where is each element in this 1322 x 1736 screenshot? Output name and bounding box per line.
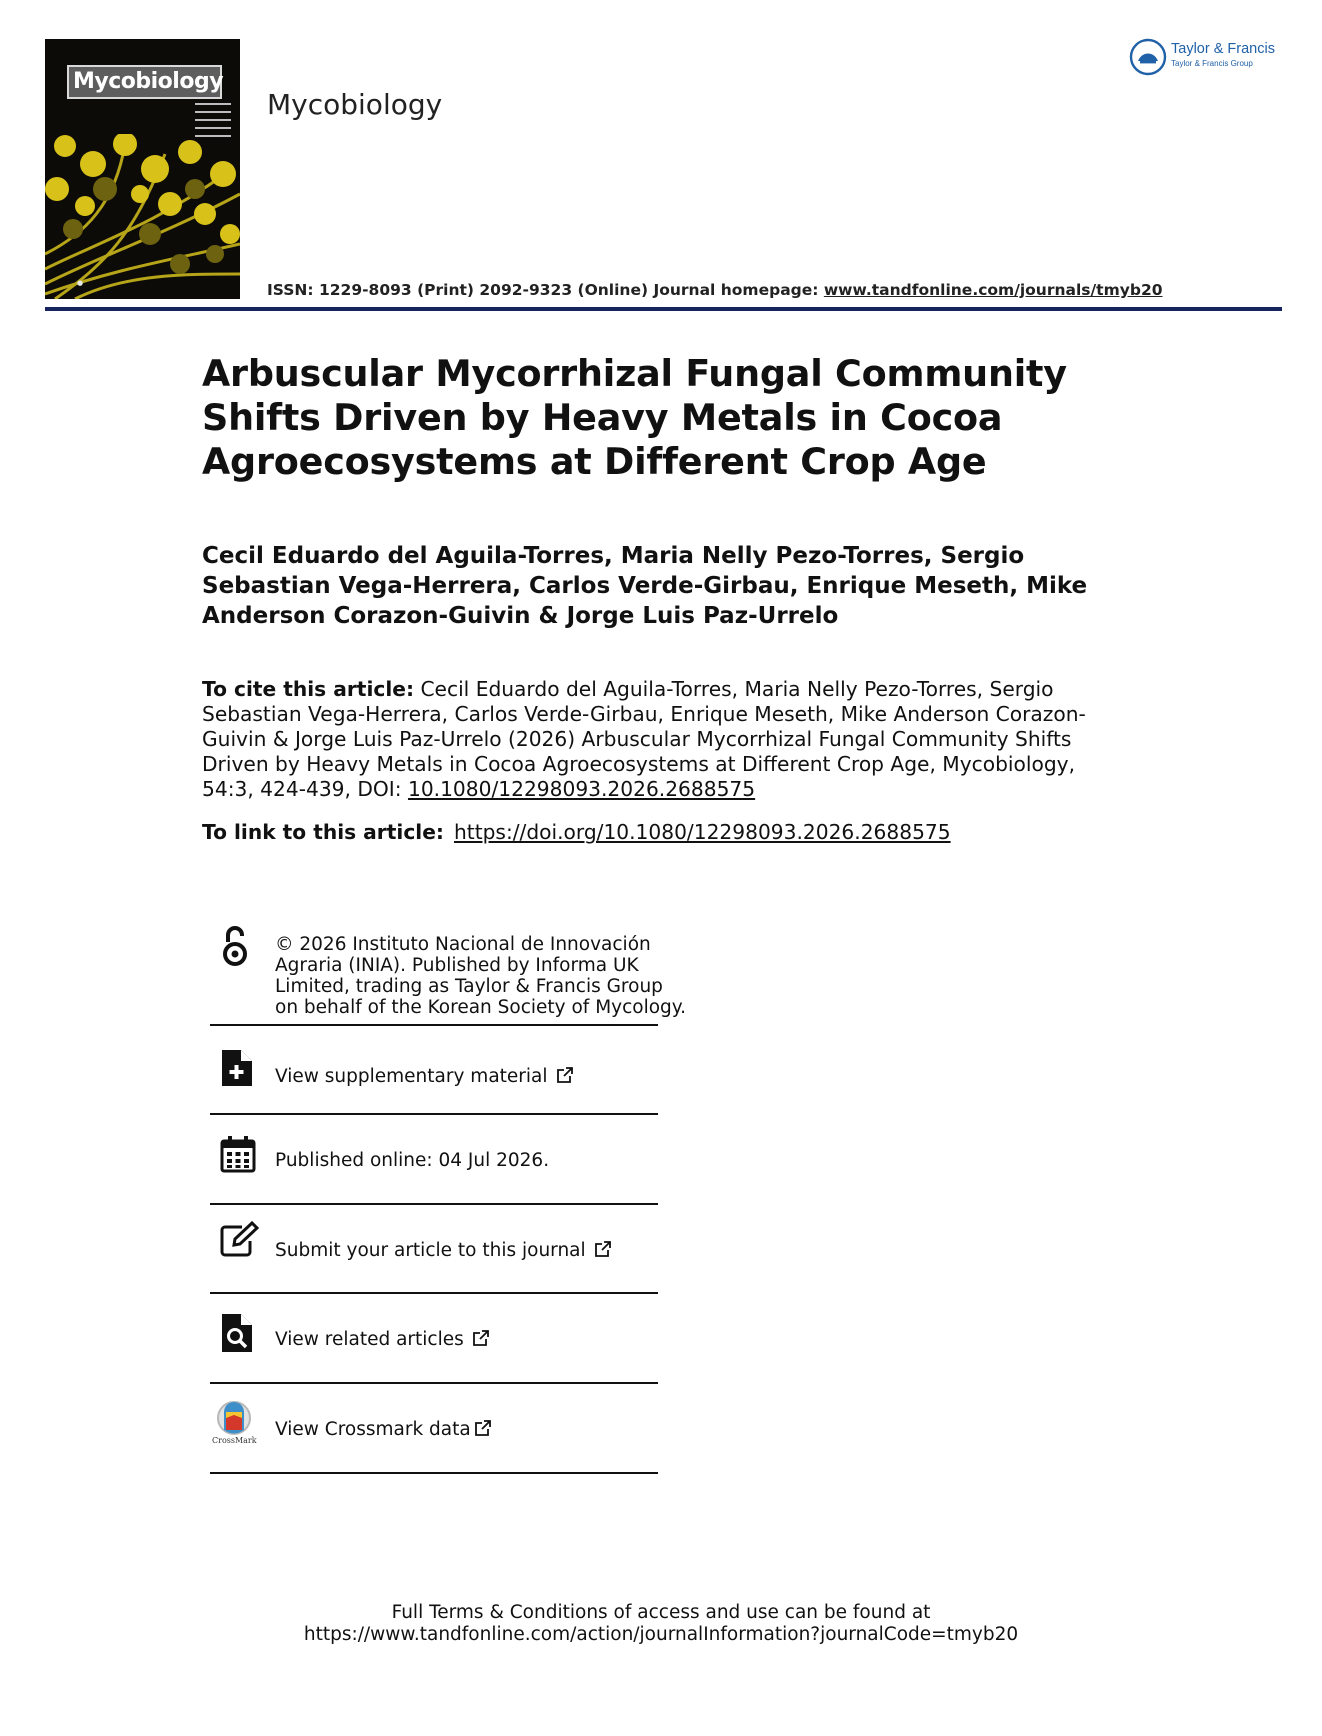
terms-footer: [0, 1602, 1322, 1646]
external-link-icon: [472, 1329, 490, 1347]
supplementary-row[interactable]: [210, 1026, 658, 1115]
article-link-line: [202, 820, 1122, 845]
file-plus-icon: [220, 1048, 254, 1088]
crossmark-link[interactable]: [275, 1419, 492, 1440]
published-date: Published online: 04 Jul 2026.: [275, 1150, 550, 1171]
article-title: Arbuscular Mycorrhizal Fungal Community Shifts Driven by Heavy Metals in Cocoa Agroecosystems at Different Crop Age: [202, 352, 1067, 483]
external-link-icon: [556, 1066, 574, 1084]
supplementary-link[interactable]: [275, 1066, 574, 1087]
external-link-icon: [474, 1419, 492, 1437]
citation-doi-link[interactable]: 10.1080/12298093.2026.2688575: [407, 777, 756, 801]
license-line: Limited, trading as Taylor & Francis Group: [275, 976, 663, 997]
issn-text: ISSN: 1229-8093 (Print) 2092-9323 (Online) Journal homepage:: [267, 281, 824, 299]
article-info-list: [210, 914, 686, 1474]
cover-publisher-mark: ●: [77, 279, 84, 287]
citation-label: To cite this article:: [202, 677, 415, 701]
edit-icon: [220, 1221, 260, 1257]
related-articles-link[interactable]: [275, 1329, 490, 1350]
related-label: View related articles: [275, 1329, 464, 1350]
crossmark-row[interactable]: [210, 1384, 658, 1474]
article-authors: Cecil Eduardo del Aguila-Torres, Maria Nelly Pezo-Torres, Sergio Sebastian Vega-Herrera, Carlos Verde-Girbau, Enrique Meseth, Mike Anderson Corazon-Guivin & Jorge Luis Paz-Urrelo: [202, 543, 1088, 629]
license-line: Agraria (INIA). Published by Informa UK: [275, 955, 639, 976]
license-text: [275, 934, 686, 1018]
open-access-icon: [220, 924, 250, 968]
submit-row[interactable]: [210, 1205, 658, 1294]
license-row: [210, 914, 686, 1026]
journal-cover-image: [45, 39, 240, 299]
publisher-logo-subtitle: Taylor & Francis Group: [1171, 59, 1253, 68]
published-row: [210, 1115, 658, 1205]
search-document-icon: [220, 1312, 254, 1354]
journal-name: Mycobiology: [267, 88, 443, 121]
crossmark-icon: [212, 1400, 256, 1436]
supplementary-label: View supplementary material: [275, 1066, 548, 1087]
header-divider: [45, 307, 1282, 311]
crossmark-logo: [212, 1400, 256, 1448]
license-line: © 2026 Instituto Nacional de Innovación: [275, 934, 651, 955]
crossmark-logo-text: CrossMark: [212, 1436, 257, 1445]
journal-homepage-link[interactable]: www.tandfonline.com/journals/tmyb20: [823, 281, 1163, 299]
publisher-logo-icon: [1128, 37, 1168, 77]
publisher-logo[interactable]: [1128, 37, 1288, 79]
license-line: on behalf of the Korean Society of Mycology.: [275, 997, 686, 1018]
external-link-icon: [594, 1240, 612, 1258]
submit-label: Submit your article to this journal: [275, 1240, 586, 1261]
terms-link[interactable]: https://www.tandfonline.com/action/journalInformation?journalCode=tmyb20: [303, 1624, 1019, 1645]
citation-text: Cecil Eduardo del Aguila-Torres, Maria Nelly Pezo-Torres, Sergio Sebastian Vega-Herrera, Carlos Verde-Girbau, Enrique Meseth, Mike Anderson Corazon-Guivin & Jorge Luis Paz-Urrelo (2026) Arbuscular Mycorrhizal Fungal Community Shifts Driven by Heavy Metals in Cocoa Agroecosystems at Different Crop Age, Mycobiology, 54:3, 424-439, DOI:: [202, 677, 1086, 801]
related-row[interactable]: [210, 1294, 658, 1384]
submit-article-link[interactable]: [275, 1240, 612, 1261]
article-link-label: To link to this article:: [202, 820, 444, 844]
cover-title: Mycobiology: [67, 65, 222, 99]
issn-line: [267, 281, 1163, 299]
publisher-logo-name: Taylor & Francis: [1171, 41, 1275, 57]
calendar-icon: [220, 1135, 256, 1173]
article-doi-link[interactable]: https://doi.org/10.1080/12298093.2026.2688575: [453, 820, 951, 844]
terms-text: Full Terms & Conditions of access and use can be found at: [391, 1602, 931, 1623]
crossmark-label: View Crossmark data: [275, 1419, 471, 1440]
cover-fungal-art: [45, 134, 240, 299]
citation-block: [202, 677, 1122, 802]
